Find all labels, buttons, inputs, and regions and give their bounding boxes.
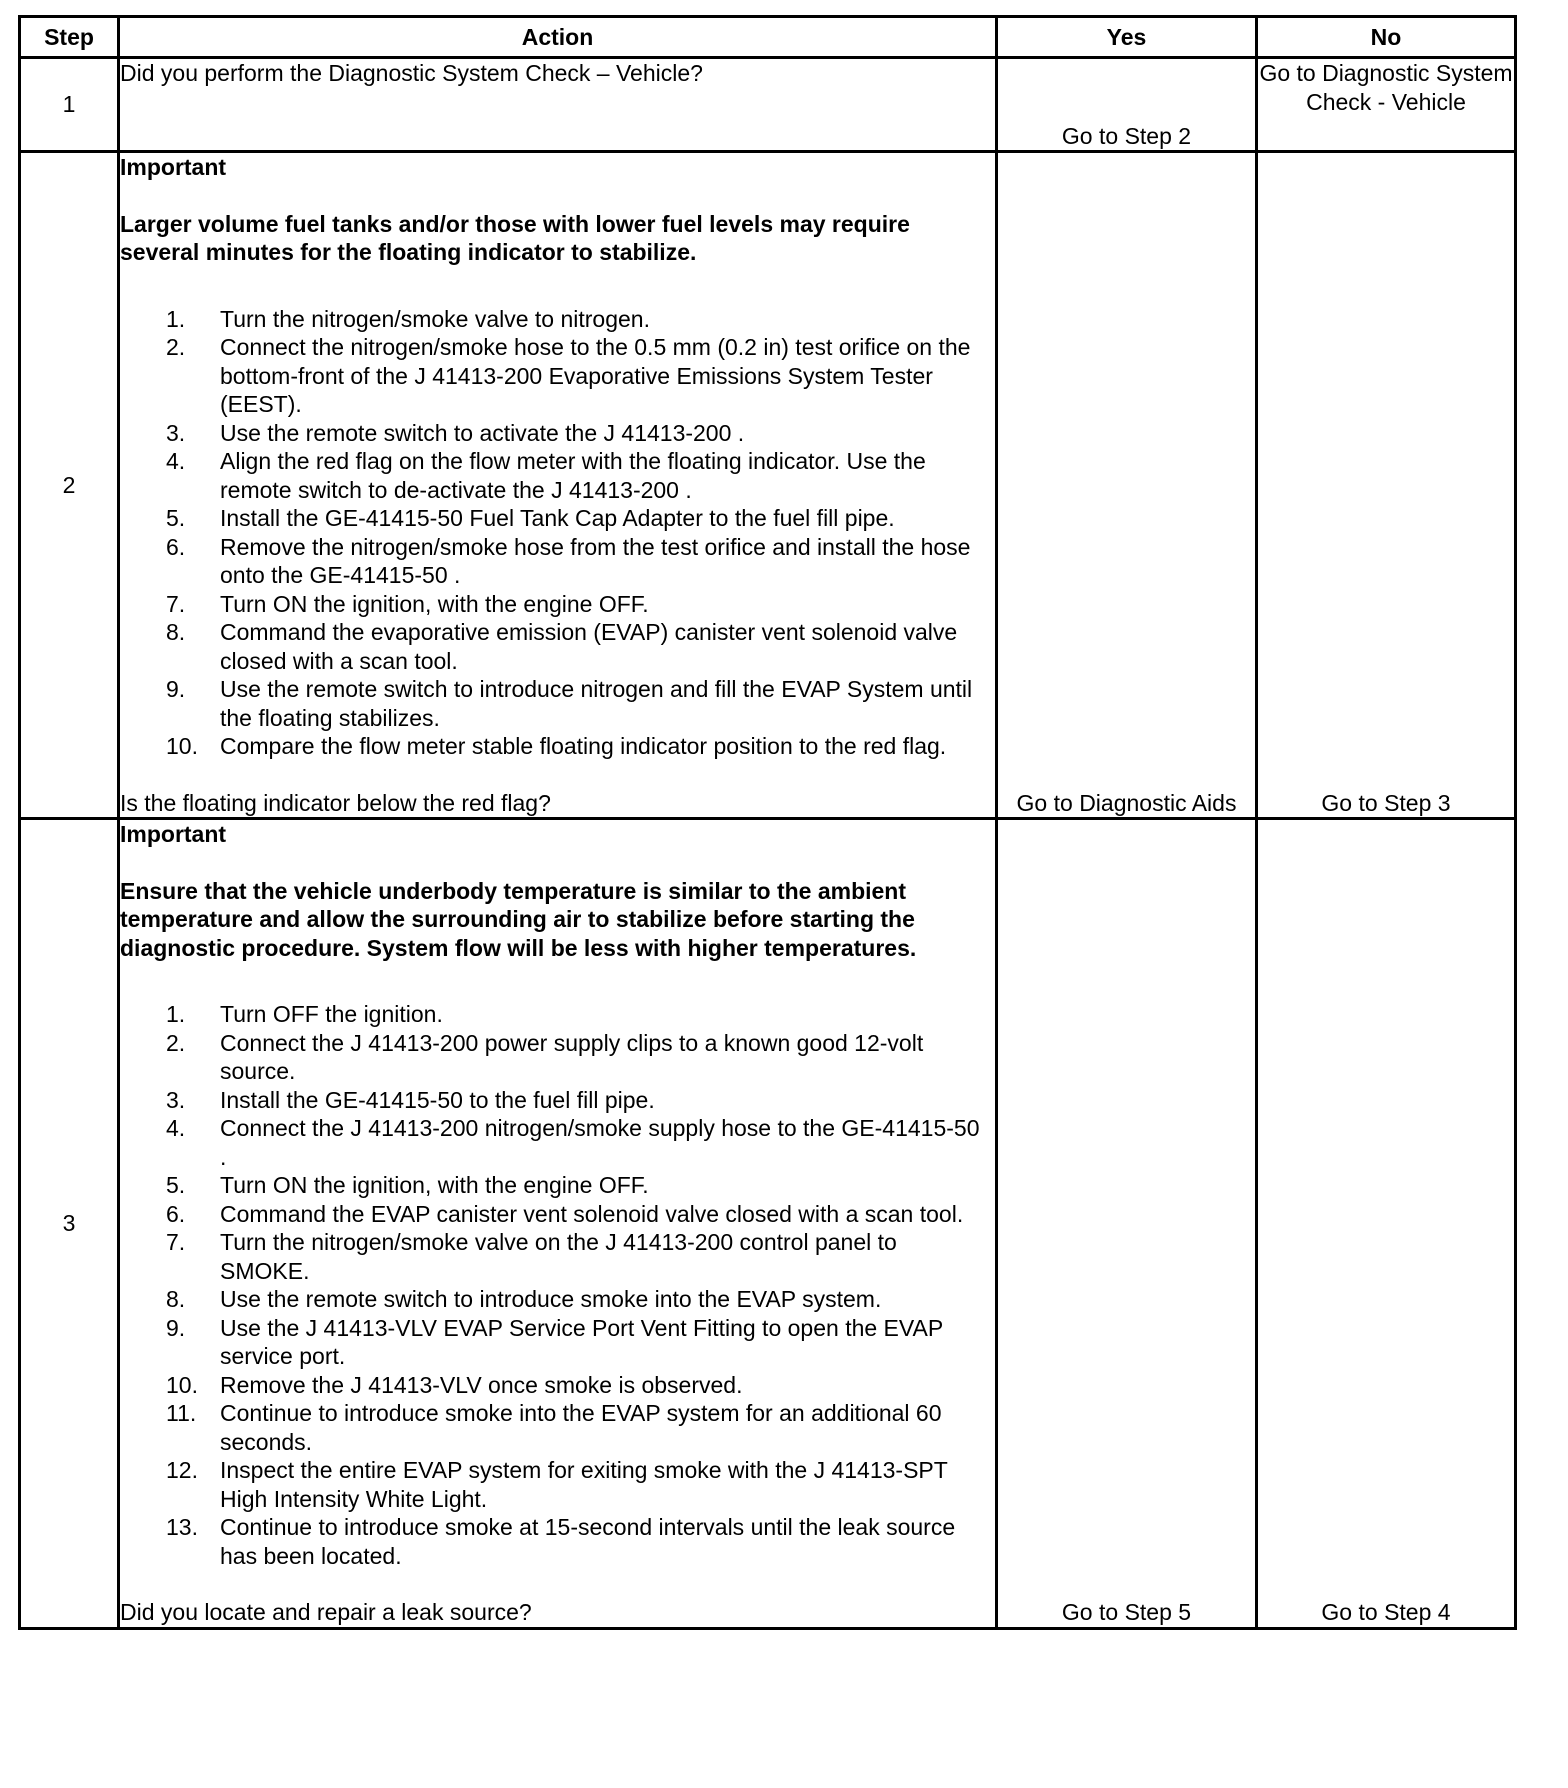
list-item: 9. Use the J 41413-VLV EVAP Service Port Vent Fitting to open the EVAP service port.	[166, 1314, 943, 1369]
list-item: 6. Remove the nitrogen/smoke hose from the test orifice and install the hose onto the GE-41415-50 .	[166, 533, 971, 588]
diagnostic-table	[18, 15, 1517, 1630]
list-item: 10. Compare the flow meter stable floating indicator position to the red flag.	[166, 733, 947, 759]
list-item: 1. Turn OFF the ignition.	[166, 1001, 443, 1027]
action-cell	[119, 152, 997, 819]
list-item: 7. Turn ON the ignition, with the engine OFF.	[166, 590, 649, 617]
no-result: Go to Step 4	[1257, 819, 1516, 1629]
step-number: 1	[20, 58, 119, 152]
step-number: 3	[20, 819, 119, 1629]
action-question: Did you perform the Diagnostic System Check – Vehicle?	[120, 60, 703, 86]
yes-result: Go to Step 2	[997, 58, 1257, 152]
list-item: 11. Continue to introduce smoke into the EVAP system for an additional 60 seconds.	[166, 1400, 942, 1455]
important-note: Ensure that the vehicle underbody temperature is similar to the ambient temperature and allow the surrounding air to stabilize before starting the diagnostic procedure. System flow will be less with higher temperatures.	[120, 877, 917, 961]
list-item: 8. Command the evaporative emission (EVAP) canister vent solenoid valve closed with a scan tool.	[166, 619, 958, 674]
procedure-list	[120, 1000, 995, 1570]
list-item: 2. Connect the nitrogen/smoke hose to the 0.5 mm (0.2 in) test orifice on the bottom-front of the J 41413-200 Evaporative Emissions System Tester (EEST).	[166, 334, 971, 417]
action-cell	[119, 819, 997, 1629]
header-step: Step	[20, 17, 119, 58]
header-yes: Yes	[997, 17, 1257, 58]
action-question: Is the floating indicator below the red flag?	[120, 789, 551, 816]
list-item: 8. Use the remote switch to introduce smoke into the EVAP system.	[166, 1286, 882, 1312]
list-item: 12. Inspect the entire EVAP system for exiting smoke with the J 41413-SPT High Intensity White Light.	[166, 1457, 948, 1512]
table-row	[20, 819, 1516, 1629]
no-result: Go to Step 3	[1257, 152, 1516, 819]
yes-result: Go to Step 5	[997, 819, 1257, 1629]
list-item: 1. Turn the nitrogen/smoke valve to nitrogen.	[166, 305, 650, 332]
list-item: 9. Use the remote switch to introduce nitrogen and fill the EVAP System until the floating stabilizes.	[166, 676, 973, 731]
header-no: No	[1257, 17, 1516, 58]
list-item: 5. Install the GE-41415-50 Fuel Tank Cap Adapter to the fuel fill pipe.	[166, 505, 895, 531]
header-row	[20, 17, 1516, 58]
list-item: 7. Turn the nitrogen/smoke valve on the J 41413-200 control panel to SMOKE.	[166, 1229, 897, 1284]
important-heading: Important	[120, 821, 227, 847]
list-item: 3. Install the GE-41415-50 to the fuel fill pipe.	[166, 1086, 655, 1113]
list-item: 13. Continue to introduce smoke at 15-second intervals until the leak source has been located.	[166, 1514, 956, 1569]
step-number: 2	[20, 152, 119, 819]
yes-result: Go to Diagnostic Aids	[997, 152, 1257, 819]
list-item: 2. Connect the J 41413-200 power supply clips to a known good 12-volt source.	[166, 1029, 924, 1084]
no-result: Go to Diagnostic System Check - Vehicle	[1257, 58, 1516, 152]
list-item: 4. Connect the J 41413-200 nitrogen/smoke supply hose to the GE-41415-50 .	[166, 1115, 980, 1170]
action-question: Did you locate and repair a leak source?	[120, 1599, 532, 1625]
list-item: 3. Use the remote switch to activate the J 41413-200 .	[166, 419, 745, 446]
list-item: 5. Turn ON the ignition, with the engine OFF.	[166, 1172, 649, 1198]
list-item: 10. Remove the J 41413-VLV once smoke is observed.	[166, 1371, 743, 1398]
table-row	[20, 58, 1516, 152]
important-heading: Important	[120, 154, 227, 180]
list-item: 6. Command the EVAP canister vent solenoid valve closed with a scan tool.	[166, 1200, 964, 1227]
important-note: Larger volume fuel tanks and/or those with lower fuel levels may require several minutes for the floating indicator to stabilize.	[120, 210, 910, 265]
header-action: Action	[119, 17, 997, 58]
action-cell	[119, 58, 997, 152]
procedure-list	[120, 305, 995, 761]
table-row	[20, 152, 1516, 819]
list-item: 4. Align the red flag on the flow meter with the floating indicator. Use the remote switch to de-activate the J 41413-200 .	[166, 448, 926, 503]
